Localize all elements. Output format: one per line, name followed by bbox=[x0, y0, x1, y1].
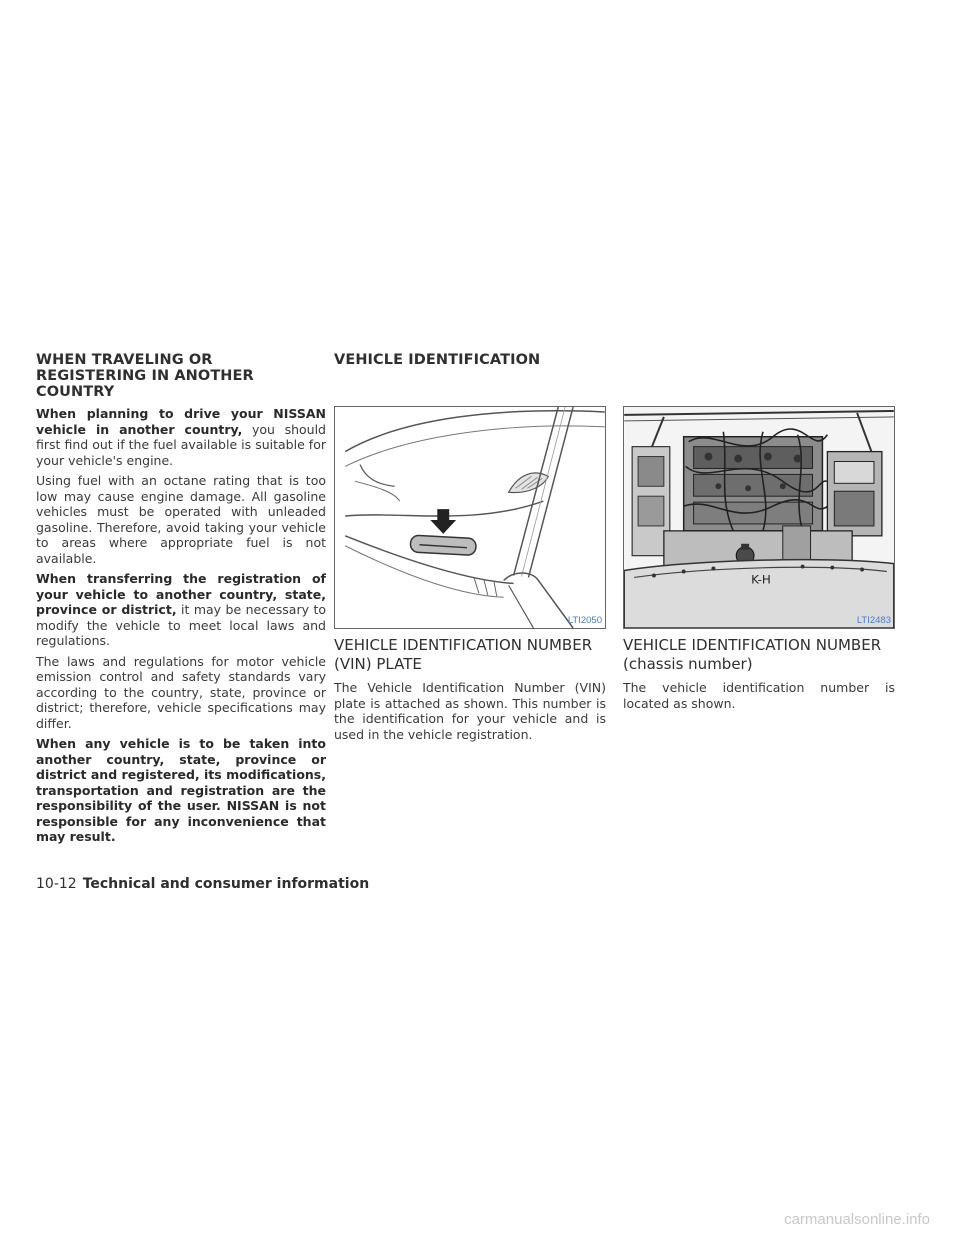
paragraph-octane: Using fuel with an octane rating that is too low may cause engine damage. All gasoline vehicles must be operated with unleaded gasoline. Therefore, avoid taking your vehicle to areas where appropriate fuel is not available. bbox=[36, 473, 326, 566]
responsibility-emphasis: When any vehicle is to be taken into another country, state, province or district and registered, its modifications, transportation and registration are the responsibility of the user. NISSAN is not responsible for any inconvenience that may result. bbox=[36, 736, 326, 844]
vin-plate-text: The Vehicle Identification Number (VIN) plate is attached as shown. This number is the identification for your vehicle and is used in the vehicle registration. bbox=[334, 680, 606, 742]
chassis-number-text: The vehicle identification number is located as shown. bbox=[623, 680, 895, 711]
paragraph-planning bbox=[36, 406, 326, 468]
vin-plate-figure bbox=[334, 406, 606, 629]
chassis-number-figure bbox=[623, 406, 895, 629]
transferring-text: it may be necessary to modify the vehicle to meet local laws and regulations. bbox=[36, 602, 326, 648]
svg-text:K-H: K-H bbox=[751, 572, 771, 587]
figure-code-chassis: LTI2483 bbox=[856, 615, 891, 626]
chassis-number-title: VEHICLE IDENTIFICATION NUMBER (chassis number) bbox=[623, 636, 882, 673]
section-heading-vehicle-identification: VEHICLE IDENTIFICATION bbox=[334, 352, 541, 368]
vin-plate-section bbox=[334, 636, 606, 742]
watermark: carmanualsonline.info bbox=[784, 1211, 930, 1228]
page-footer bbox=[36, 876, 369, 892]
chassis-number-section bbox=[623, 636, 895, 711]
traveling-column bbox=[36, 406, 326, 850]
paragraph-laws: The laws and regulations for motor vehicle emission control and safety standards vary according to the country, state, province or district; therefore, vehicle specifications may differ. bbox=[36, 653, 326, 731]
paragraph-transferring bbox=[36, 571, 326, 649]
planning-emphasis: When planning to drive your NISSAN vehicle in another country, bbox=[36, 406, 326, 437]
engine-bay-illustration bbox=[624, 407, 894, 628]
page-number: 10-12 bbox=[36, 876, 77, 892]
figure-code-vin: LTI2050 bbox=[567, 615, 602, 626]
footer-section-title: Technical and consumer information bbox=[82, 876, 370, 892]
transferring-emphasis: When transferring the registration of your vehicle to another country, state, province or district, bbox=[36, 571, 326, 617]
vin-plate-illustration bbox=[335, 407, 605, 628]
planning-text: you should first find out if the fuel available is suitable for your vehicle's engine. bbox=[36, 421, 326, 468]
vin-plate-title: VEHICLE IDENTIFICATION NUMBER (VIN) PLATE bbox=[334, 636, 593, 673]
paragraph-responsibility bbox=[36, 736, 326, 845]
section-heading-traveling: WHEN TRAVELING OR REGISTERING IN ANOTHER COUNTRY bbox=[36, 352, 254, 400]
